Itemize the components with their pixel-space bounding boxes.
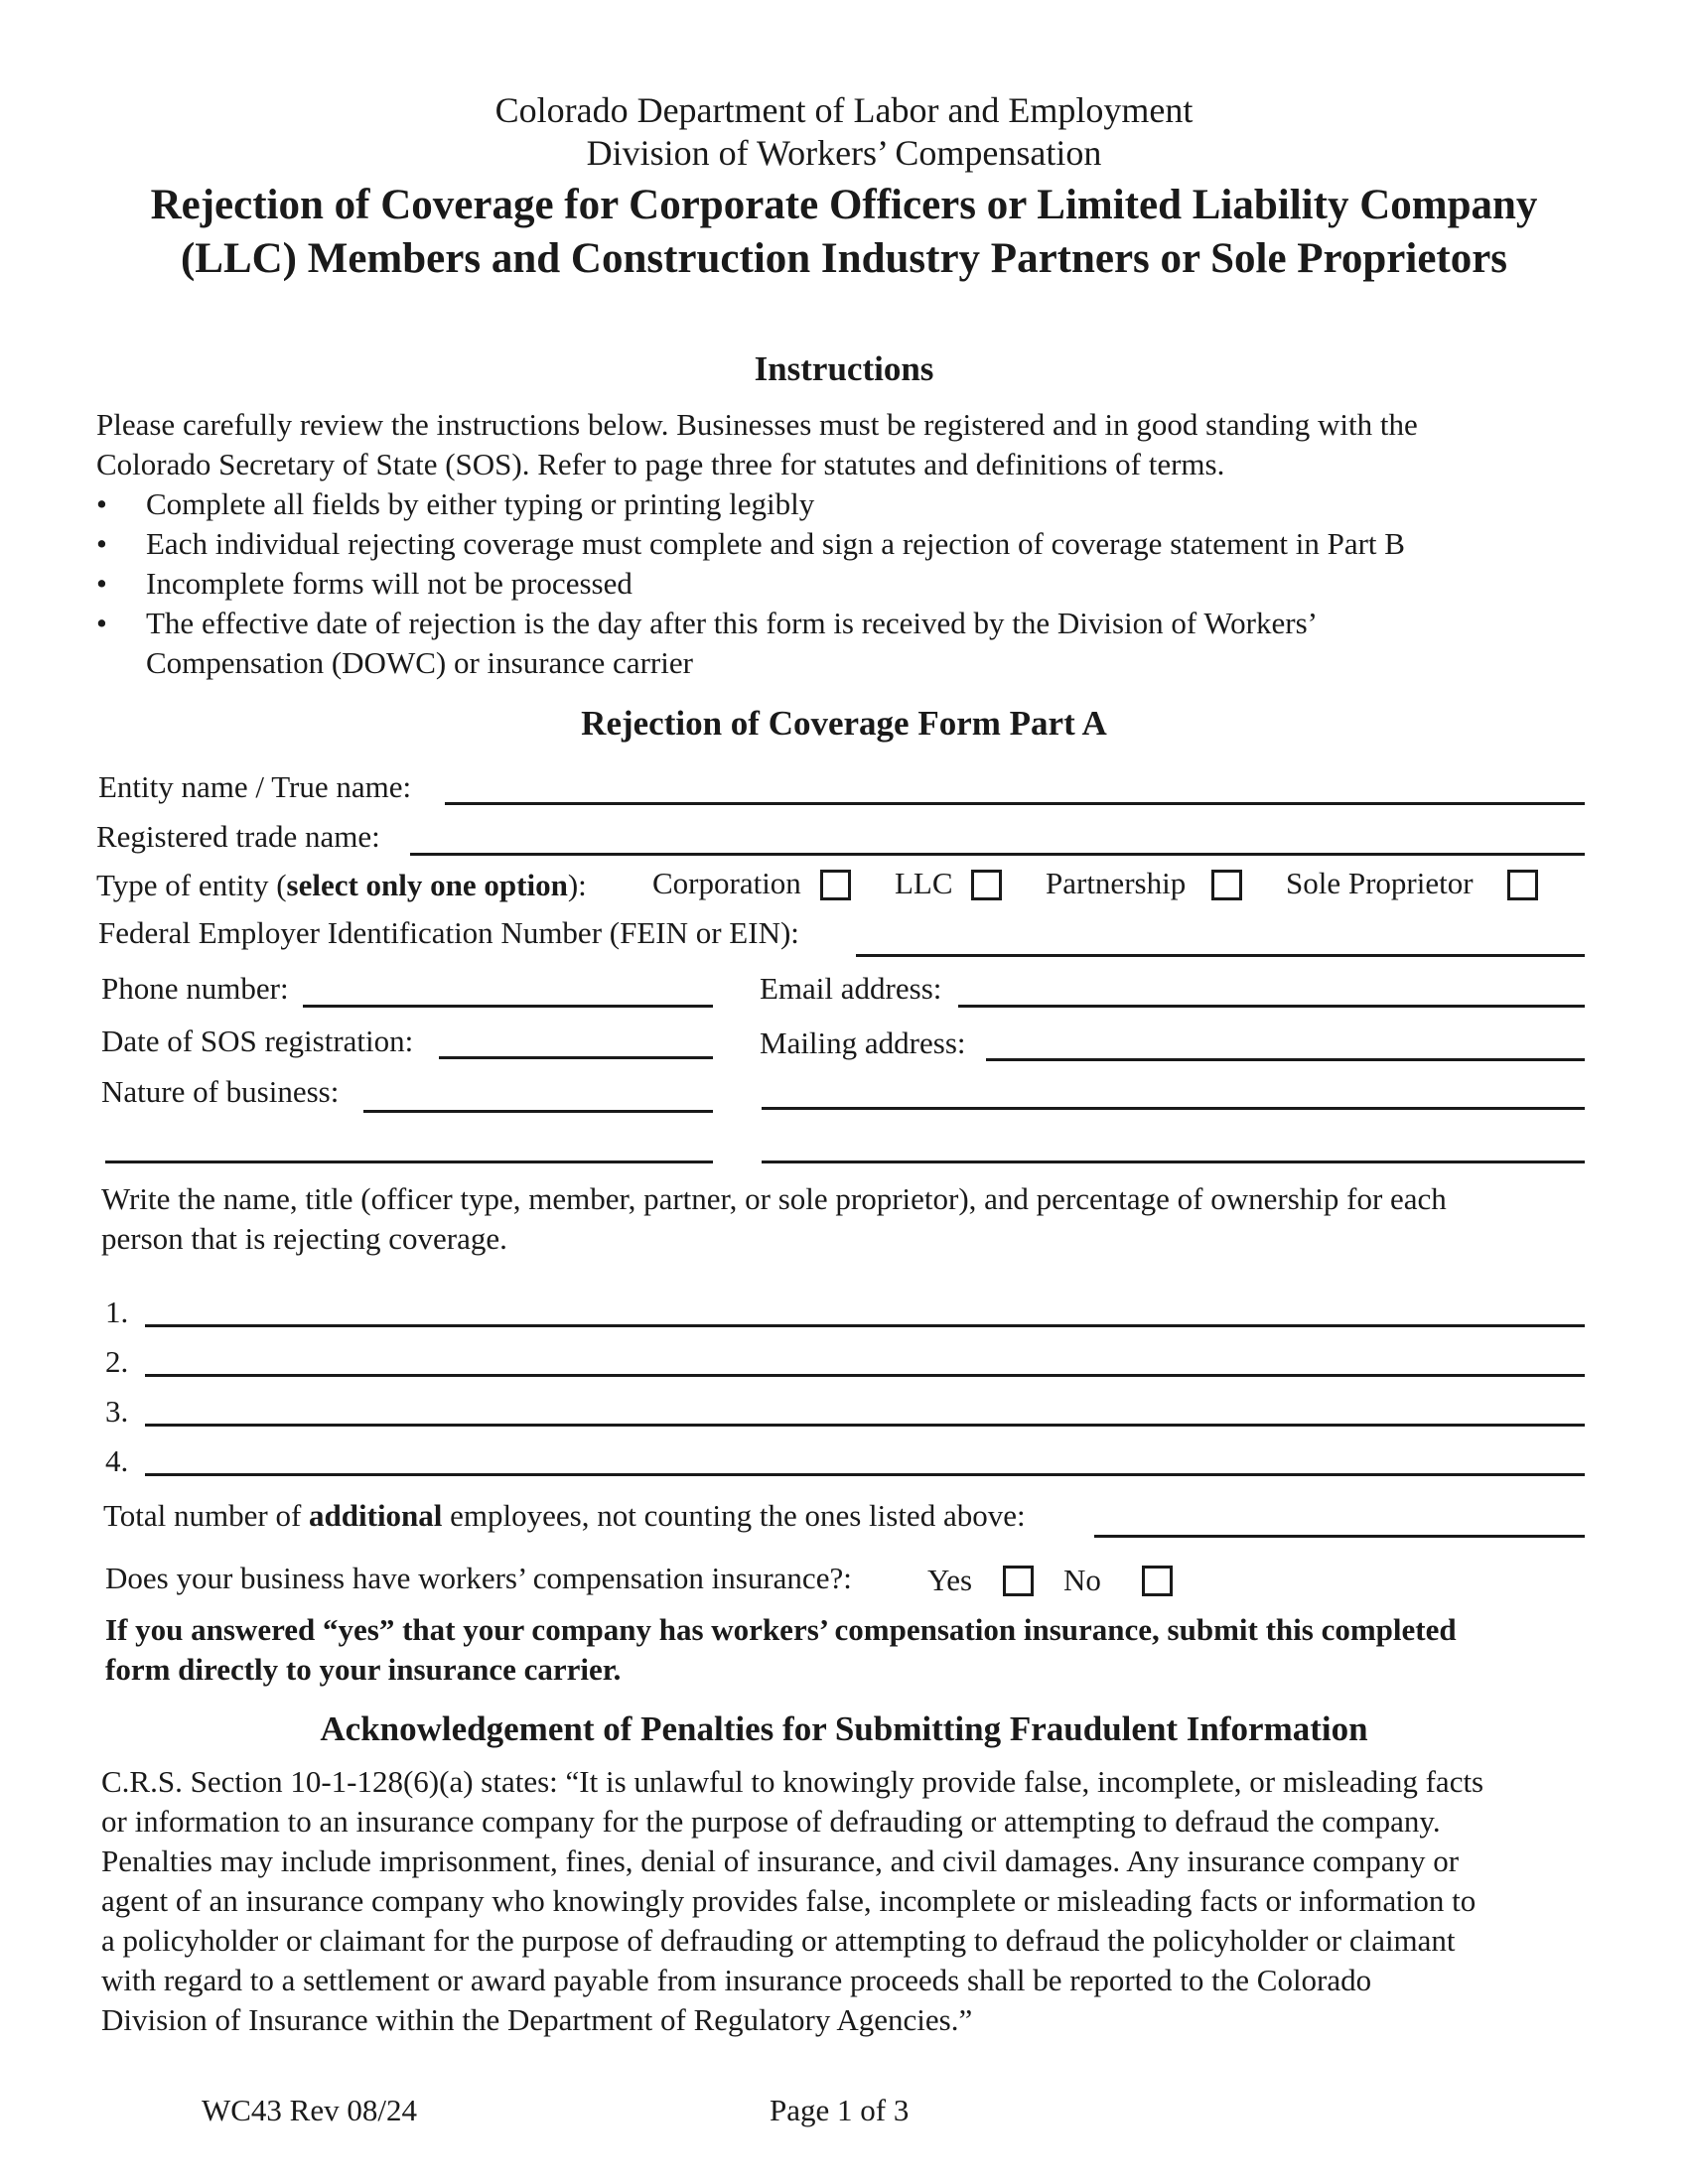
bullet-marker: • bbox=[96, 526, 107, 561]
acknowledgement-line: C.R.S. Section 10-1-128(6)(a) states: “It is unlawful to knowingly provide false, incomplete, or misleading facts bbox=[101, 1764, 1484, 1799]
acknowledgement-line: agent of an insurance company who knowingly provides false, incomplete or misleading facts or information to bbox=[101, 1883, 1477, 1918]
acknowledgement-line: a policyholder or claimant for the purpose of defrauding or attempting to defraud the policyholder or claimant bbox=[101, 1923, 1456, 1958]
llc-checkbox[interactable] bbox=[971, 870, 1002, 900]
mailing-address-field-line-3[interactable] bbox=[762, 1160, 1585, 1163]
phone-field[interactable] bbox=[303, 1005, 713, 1008]
instruction-bullet-4: The effective date of rejection is the day after this form is received by the Division of Workers’ bbox=[146, 606, 1318, 640]
instruction-bullet-2: Each individual rejecting coverage must complete and sign a rejection of coverage statement in Part B bbox=[146, 526, 1405, 561]
division-name: Division of Workers’ Compensation bbox=[586, 133, 1102, 173]
entity-type-label: Type of entity (select only one option): bbox=[96, 868, 587, 902]
instruction-bullet-4-continued: Compensation (DOWC) or insurance carrier bbox=[146, 645, 693, 680]
agency-name: Colorado Department of Labor and Employment bbox=[494, 90, 1194, 130]
mailing-address-label: Mailing address: bbox=[760, 1025, 966, 1060]
owners-instruction-line-1: Write the name, title (officer type, member, partner, or sole proprietor), and percentage of ownership for each bbox=[101, 1181, 1447, 1216]
nature-of-business-label: Nature of business: bbox=[101, 1074, 340, 1109]
fein-label: Federal Employer Identification Number (FEIN or EIN): bbox=[98, 915, 799, 950]
acknowledgement-line: Penalties may include imprisonment, fines, denial of insurance, and civil damages. Any insurance company or bbox=[101, 1843, 1460, 1878]
owner-2-field[interactable] bbox=[145, 1374, 1585, 1377]
trade-name-field[interactable] bbox=[410, 853, 1585, 856]
instructions-intro-line-2: Colorado Secretary of State (SOS). Refer to page three for statutes and definitions of terms. bbox=[96, 447, 1225, 481]
nature-of-business-field-line-2[interactable] bbox=[105, 1160, 713, 1163]
llc-option-label: LLC bbox=[895, 866, 953, 900]
owner-number: 3. bbox=[105, 1394, 129, 1429]
insurance-question: Does your business have workers’ compensation insurance?: bbox=[105, 1561, 852, 1595]
mailing-address-field-line-2[interactable] bbox=[762, 1107, 1585, 1110]
trade-name-label: Registered trade name: bbox=[96, 819, 380, 854]
bullet-marker: • bbox=[96, 486, 107, 521]
form-title-line-2: (LLC) Members and Construction Industry Partners or Sole Proprietors bbox=[180, 235, 1508, 282]
owner-number: 1. bbox=[105, 1295, 129, 1329]
additional-employees-field[interactable] bbox=[1094, 1535, 1585, 1538]
email-field[interactable] bbox=[958, 1005, 1585, 1008]
instructions-heading: Instructions bbox=[754, 349, 934, 388]
acknowledgement-line: or information to an insurance company for the purpose of defrauding or attempting to defraud the company. bbox=[101, 1804, 1441, 1839]
additional-employees-label: Total number of additional employees, not counting the ones listed above: bbox=[103, 1498, 1026, 1533]
acknowledgement-line: with regard to a settlement or award payable from insurance proceeds shall be reported to the Colorado bbox=[101, 1963, 1372, 1997]
nature-of-business-field[interactable] bbox=[363, 1110, 713, 1113]
page-number: Page 1 of 3 bbox=[770, 2093, 910, 2127]
part-a-heading: Rejection of Coverage Form Part A bbox=[581, 704, 1107, 743]
instructions-intro-line-1: Please carefully review the instructions below. Businesses must be registered and in good standing with the bbox=[96, 407, 1418, 442]
owner-4-field[interactable] bbox=[145, 1473, 1585, 1476]
sos-date-field[interactable] bbox=[439, 1056, 713, 1059]
instruction-bullet-3: Incomplete forms will not be processed bbox=[146, 566, 633, 601]
yes-checkbox[interactable] bbox=[1003, 1566, 1034, 1596]
acknowledgement-line: Division of Insurance within the Department of Regulatory Agencies.” bbox=[101, 2002, 973, 2037]
partnership-checkbox[interactable] bbox=[1211, 870, 1242, 900]
bullet-marker: • bbox=[96, 566, 107, 601]
mailing-address-field[interactable] bbox=[986, 1058, 1585, 1061]
entity-name-field[interactable] bbox=[445, 802, 1585, 805]
owners-instruction-line-2: person that is rejecting coverage. bbox=[101, 1221, 507, 1256]
owner-number: 4. bbox=[105, 1443, 129, 1478]
owner-1-field[interactable] bbox=[145, 1324, 1585, 1327]
owner-number: 2. bbox=[105, 1344, 129, 1379]
owner-3-field[interactable] bbox=[145, 1424, 1585, 1427]
form-id: WC43 Rev 08/24 bbox=[202, 2093, 417, 2127]
corporation-option-label: Corporation bbox=[652, 866, 801, 900]
sos-date-label: Date of SOS registration: bbox=[101, 1024, 414, 1058]
fein-field[interactable] bbox=[856, 954, 1585, 957]
insurance-notice-line-1: If you answered “yes” that your company has workers’ compensation insurance, submit this completed bbox=[105, 1612, 1457, 1647]
bullet-marker: • bbox=[96, 606, 107, 640]
insurance-notice-line-2: form directly to your insurance carrier. bbox=[105, 1652, 622, 1687]
yes-option-label: Yes bbox=[927, 1563, 973, 1597]
acknowledgement-heading: Acknowledgement of Penalties for Submitting Fraudulent Information bbox=[320, 1709, 1368, 1748]
email-label: Email address: bbox=[760, 971, 942, 1006]
corporation-checkbox[interactable] bbox=[820, 870, 851, 900]
instruction-bullet-1: Complete all fields by either typing or printing legibly bbox=[146, 486, 815, 521]
form-title-line-1: Rejection of Coverage for Corporate Officers or Limited Liability Company bbox=[150, 182, 1538, 228]
partnership-option-label: Partnership bbox=[1046, 866, 1187, 900]
sole-proprietor-option-label: Sole Proprietor bbox=[1286, 866, 1474, 900]
sole-proprietor-checkbox[interactable] bbox=[1507, 870, 1538, 900]
no-checkbox[interactable] bbox=[1142, 1566, 1173, 1596]
entity-name-label: Entity name / True name: bbox=[98, 769, 412, 804]
no-option-label: No bbox=[1063, 1563, 1101, 1597]
phone-label: Phone number: bbox=[101, 971, 289, 1006]
